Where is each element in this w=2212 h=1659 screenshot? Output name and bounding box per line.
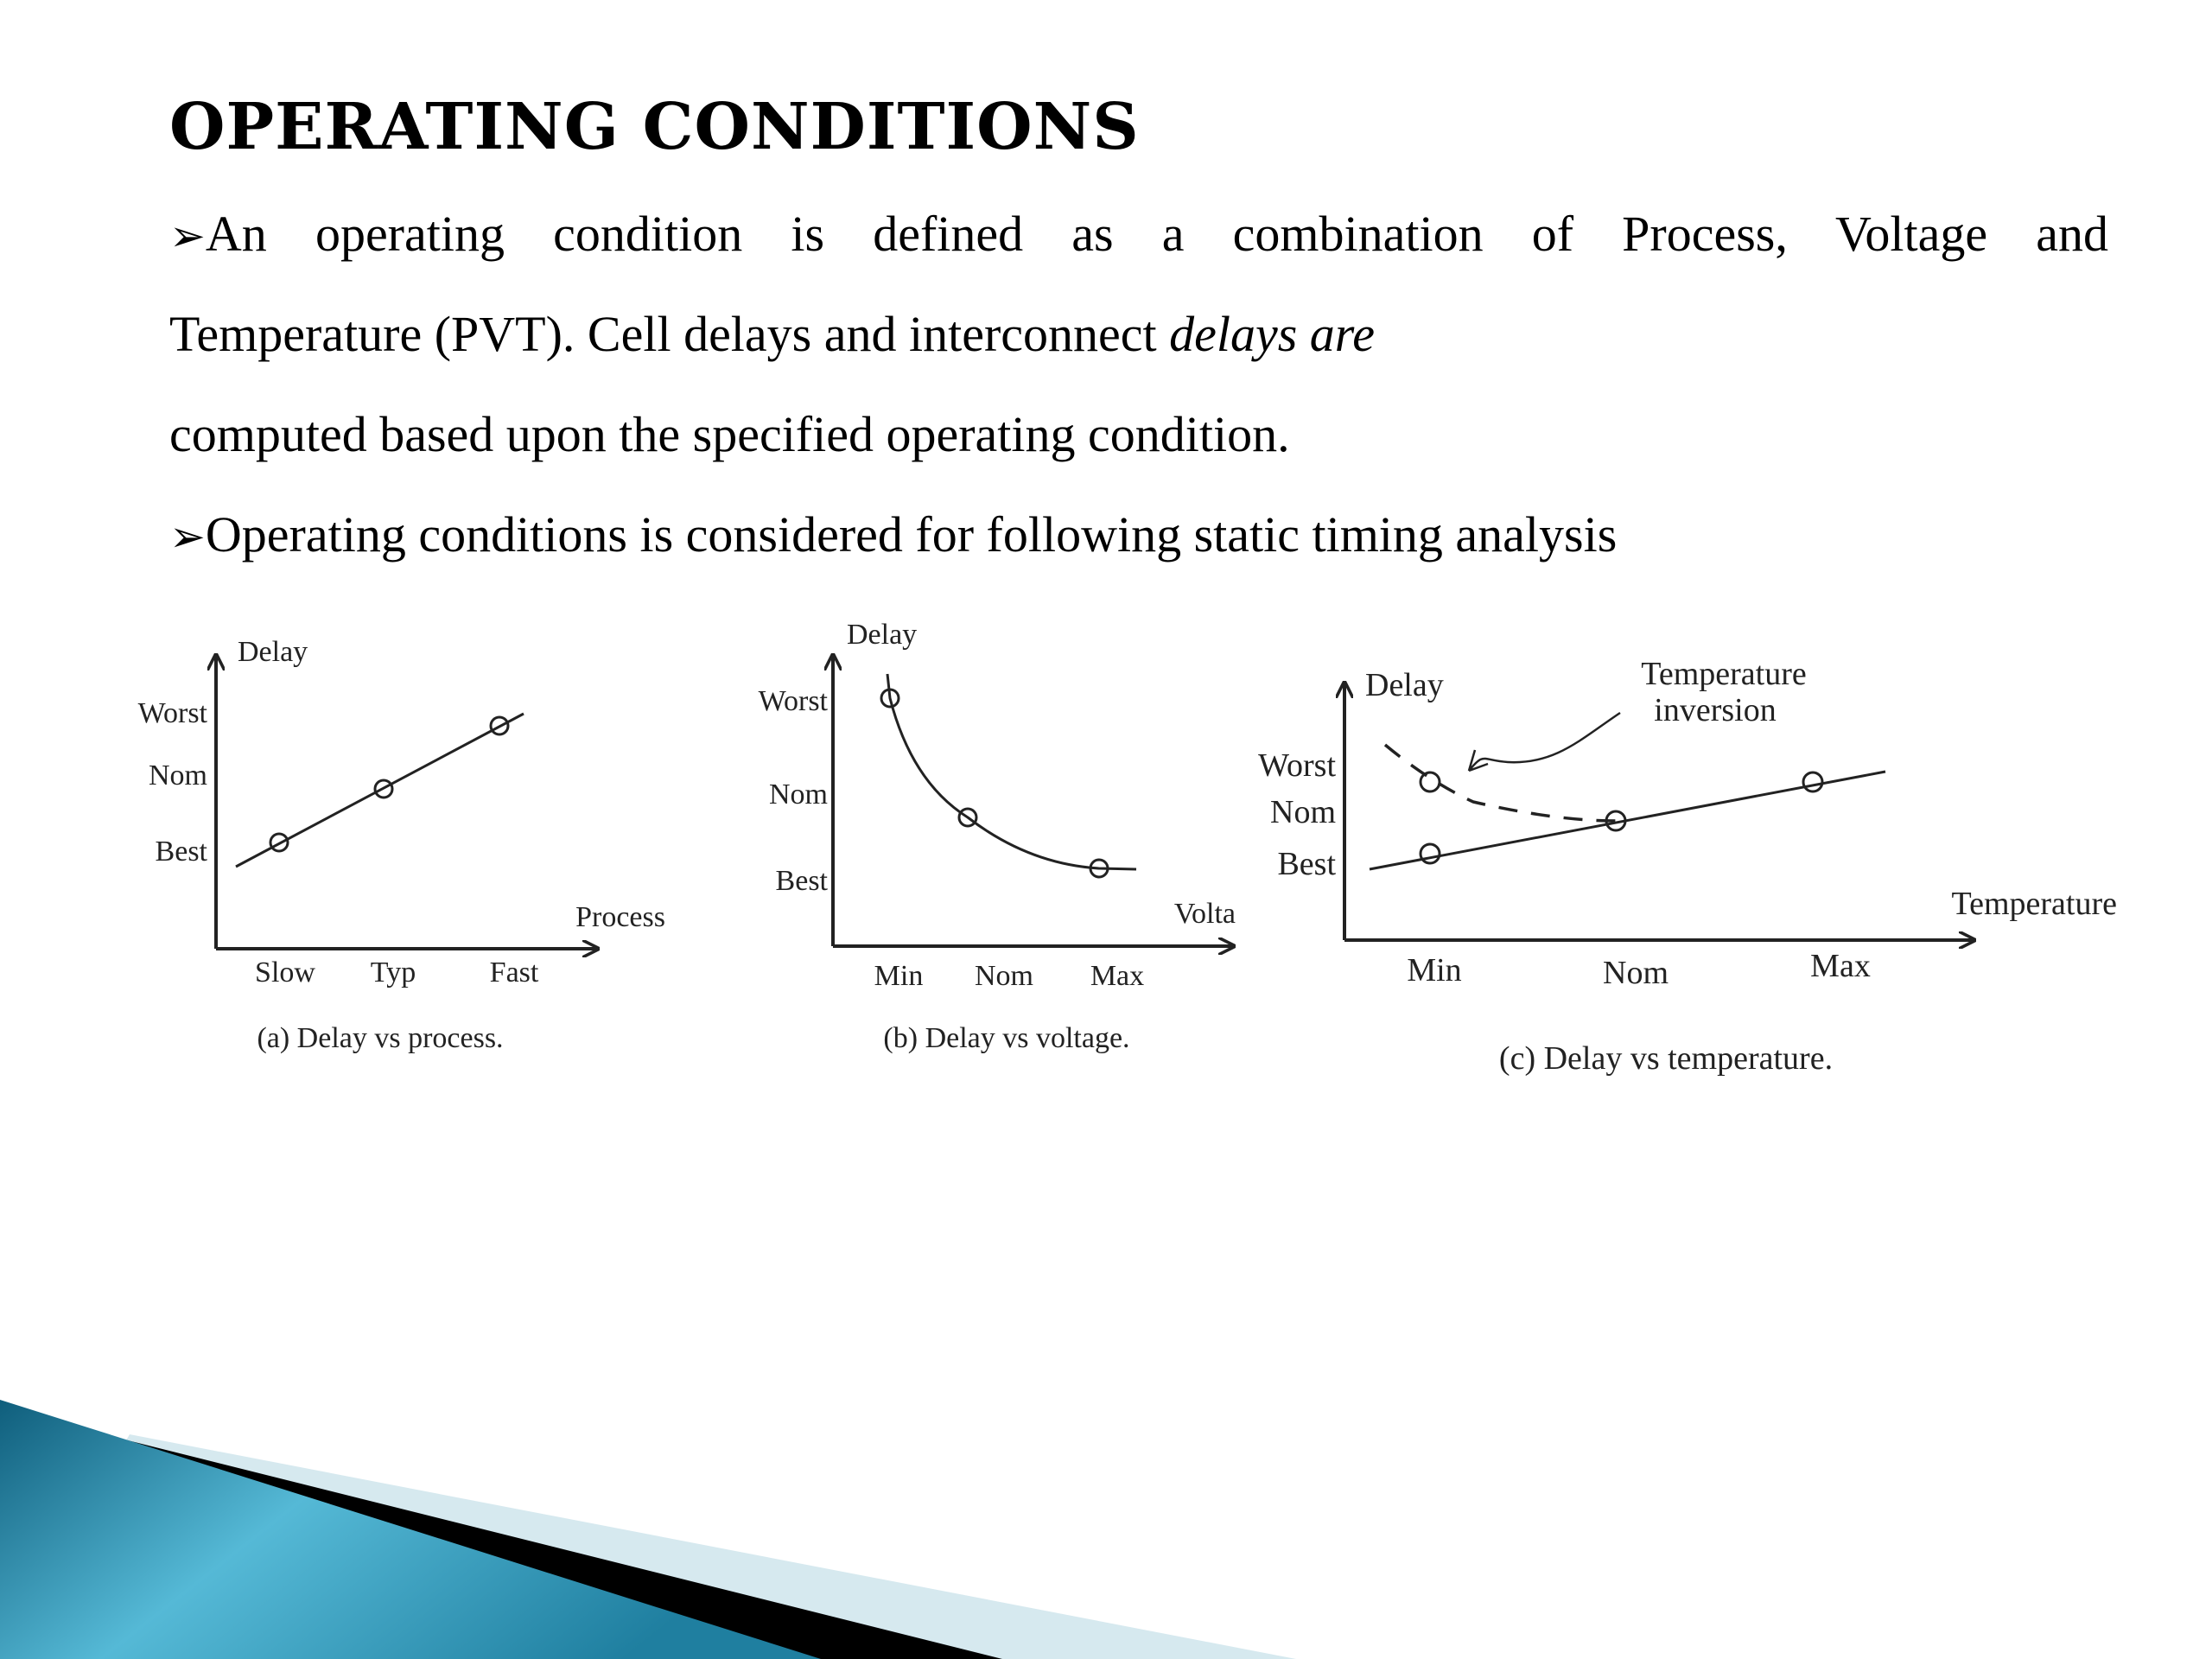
chart-a-x-axis-label: Process: [575, 901, 665, 933]
chart-a-y-axis-label: Delay: [238, 636, 308, 668]
paragraph-1-line-2-italic: delays are: [1169, 306, 1375, 362]
chart-c-y-tick-label: Best: [1277, 846, 1336, 882]
chart-c-y-axis-label: Delay: [1365, 667, 1444, 703]
chart-c-y-tick-label: Nom: [1270, 794, 1336, 830]
chart-c-x-tick-label: Nom: [1603, 955, 1669, 991]
chart-b-y-tick-label: Worst: [758, 685, 828, 717]
chart-a-y-tick-label: Worst: [137, 697, 207, 729]
chart-c-caption: (c) Delay vs temperature.: [1498, 1040, 1834, 1077]
decor-blue-band: [0, 1400, 821, 1659]
chart-a-series-line: [236, 714, 524, 867]
chart-b-y-tick-label: Best: [775, 865, 828, 897]
chart-c-series-line: [1370, 772, 1885, 869]
chart-b-caption: (b) Delay vs voltage.: [883, 1022, 1130, 1054]
slide-corner-decoration: [0, 1331, 2212, 1659]
chart-c-data-point: [1803, 772, 1822, 791]
chart-b-x-axis-label: Volta: [1173, 898, 1236, 930]
paragraph-1-line-1: [169, 204, 2108, 264]
chart-b-x-tick-label: Max: [1090, 960, 1145, 992]
chart-a-x-tick-label: Fast: [489, 957, 539, 988]
bullet-arrow-icon: ➢: [169, 211, 206, 261]
chart-c-x-tick-label: Min: [1407, 952, 1462, 988]
chart-b-x-tick-label: Nom: [975, 960, 1033, 992]
paragraph-2-text: Operating conditions is considered for following static timing analysis: [205, 506, 1618, 563]
paragraph-2: [169, 505, 2108, 565]
paragraph-1-line-3: computed based upon the specified operating condition.: [169, 406, 1290, 462]
chart-c-annotation-line-1: Temperature: [1641, 656, 1807, 692]
chart-b-y-tick-label: Nom: [769, 779, 828, 810]
chart-a-y-tick-label: Nom: [149, 760, 207, 791]
chart-a-y-tick-label: Best: [155, 836, 207, 868]
paragraph-1-line-2: [169, 304, 2108, 365]
chart-c-annotation-arrow: [1469, 713, 1620, 771]
chart-c-y-tick-label: Worst: [1258, 747, 1336, 784]
chart-b-series-curve: [887, 674, 1136, 869]
chart-a-x-tick-label: Typ: [370, 957, 416, 988]
paragraph-1-line-2-text: Temperature (PVT). Cell delays and interconnect: [169, 306, 1170, 362]
chart-c-data-point: [1421, 844, 1440, 863]
chart-c-data-point: [1421, 772, 1440, 791]
delay-charts-figure: [0, 605, 2212, 1123]
chart-b-x-tick-label: Min: [874, 960, 924, 992]
chart-a-x-tick-label: Slow: [255, 957, 315, 988]
bullet-arrow-icon: ➢: [169, 512, 206, 562]
chart-b-y-axis-label: Delay: [847, 619, 918, 651]
chart-c-x-tick-label: Max: [1810, 948, 1871, 984]
chart-c-annotation-line-2: inversion: [1654, 692, 1777, 728]
slide-title: OPERATING CONDITIONS: [169, 90, 1140, 164]
paragraph-1-line-1-text: An operating condition is defined as a combination of Process, Voltage and: [205, 206, 2108, 262]
chart-c-x-axis-label: Temperature: [1951, 886, 2117, 922]
chart-a-caption: (a) Delay vs process.: [257, 1022, 504, 1054]
